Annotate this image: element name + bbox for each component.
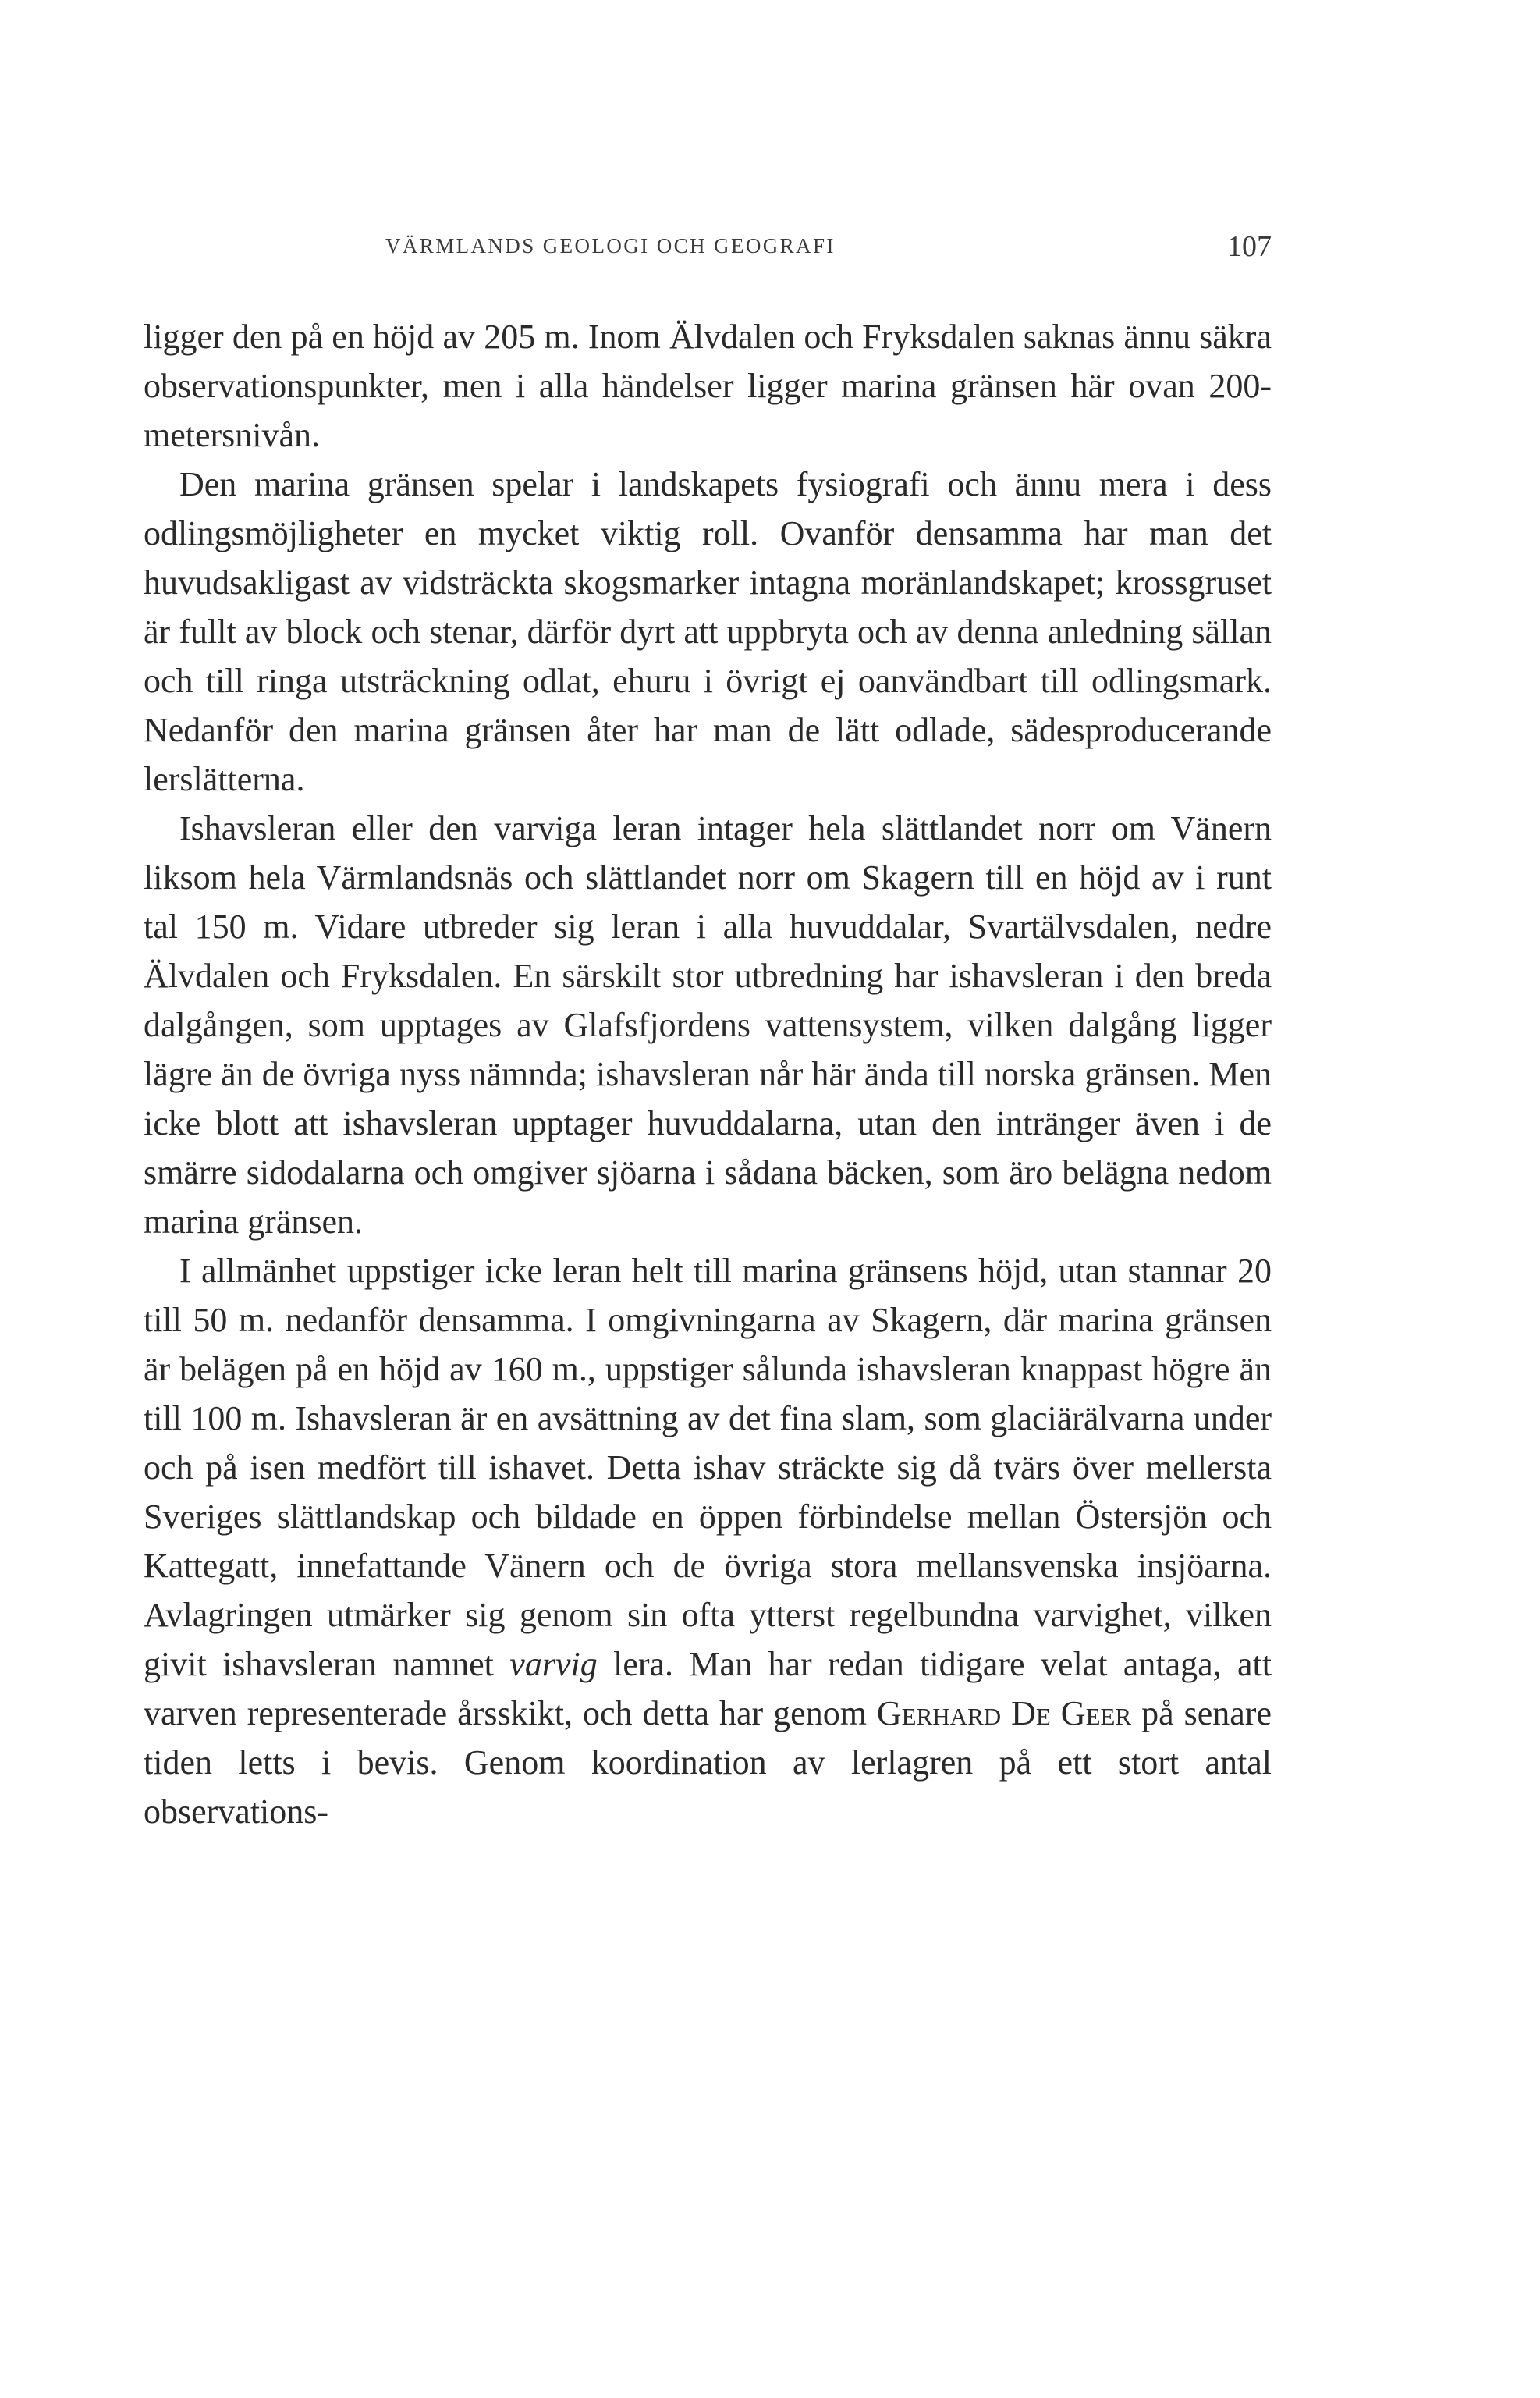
paragraph-4-text-before: I allmänhet uppstiger icke leran helt till marina gränsens höjd, utan stannar 20 till 50 m. nedanför densamma. I omgivningarna av Skagern, där marina gränsen är belägen på en höjd av 160 m., uppstiger sålunda ishavsleran knappast högre än till 100 m. Ishavsleran är en avsättning av det fina slam, som glaciärälvarna under och på isen medfört till ishavet. Detta ishav sträckte sig då tvärs över mellersta Sveriges slättlandskap och bildade en öppen förbindelse mellan Östersjön och Kattegatt, innefattande Vänern och de övriga stora mellansvenska insjöarna. Avlagringen utmärker sig genom sin ofta ytterst regelbundna varvighet, vilken givit ishavsleran namnet <box>144 1252 1272 1683</box>
running-head <box>144 226 1272 273</box>
paragraph-4-text-after: på senare tiden letts i bevis. Genom koordination av lerlagren på ett stort antal observations- <box>144 1694 1272 1831</box>
paragraph-4-text-middle: lera. Man har redan tidigare velat antaga, att varven representerade årsskikt, och detta har genom <box>144 1645 1272 1732</box>
paragraph-2: Den marina gränsen spelar i landskapets fysiografi och ännu mera i dess odlingsmöjligheter en mycket viktig roll. Ovanför densamma har man det huvudsakligast av vidsträckta skogsmarker intagna moränlandskapet; krossgruset är fullt av block och stenar, därför dyrt att uppbryta och av denna anledning sällan och till ringa utsträckning odlat, ehuru i övrigt ej oanvändbart till odlingsmark. Nedanför den marina gränsen åter har man de lätt odlade, sädesproducerande lerslätterna. <box>144 465 1272 798</box>
paragraph-3: Ishavsleran eller den varviga leran intager hela slättlandet norr om Vänern liksom hela Värmlandsnäs och slättlandet norr om Skagern till en höjd av i runt tal 150 m. Vidare utbreder sig leran i alla huvuddalar, Svartälvsdalen, nedre Älvdalen och Fryksdalen. En särskilt stor utbredning har ishavsleran i den breda dalgången, som upptages av Glafsfjordens vattensystem, vilken dalgång ligger lägre än de övriga nyss nämnda; ishavsleran når här ända till norska gränsen. Men icke blott att ishavsleran upptager huvuddalarna, utan den intränger även i de smärre sidodalarna och omgiver sjöarna i sådana bäcken, som äro belägna nedom marina gränsen. <box>144 809 1272 1241</box>
paragraph-4 <box>144 1246 1272 1836</box>
document-page <box>144 0 1272 2398</box>
body-text <box>144 312 1272 1836</box>
page-number: 107 <box>1227 230 1272 263</box>
running-title: VÄRMLANDS GEOLOGI OCH GEOGRAFI <box>385 234 836 258</box>
person-name: Gerhard De Geer <box>876 1694 1132 1732</box>
italic-term: varvig <box>509 1645 598 1683</box>
paragraph-1: ligger den på en höjd av 205 m. Inom Älvdalen och Fryksdalen saknas ännu säkra observationspunkter, men i alla händelser ligger marina gränsen här ovan 200-metersnivån. <box>144 318 1272 454</box>
